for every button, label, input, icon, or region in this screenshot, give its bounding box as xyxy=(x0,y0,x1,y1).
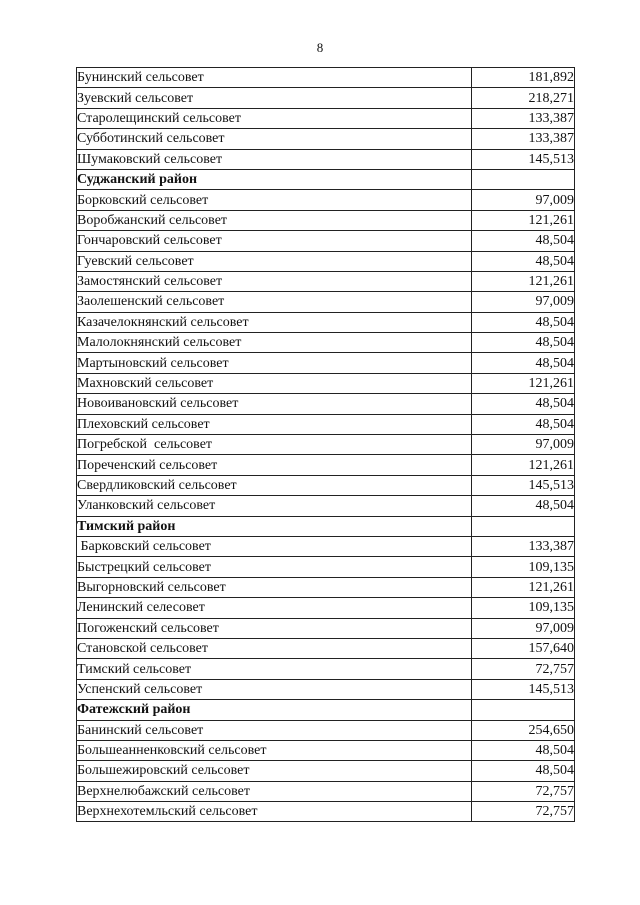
allocation-value: 48,504 xyxy=(472,496,575,516)
table-row xyxy=(77,455,575,475)
allocation-value: 121,261 xyxy=(472,271,575,291)
district-header-row xyxy=(77,516,575,536)
allocation-value: 48,504 xyxy=(472,394,575,414)
settlement-name: Борковский сельсовет xyxy=(77,190,472,210)
allocation-value xyxy=(472,516,575,536)
settlement-name: Казачелокнянский сельсовет xyxy=(77,312,472,332)
table-row xyxy=(77,414,575,434)
allocation-value: 133,387 xyxy=(472,536,575,556)
allocation-value: 133,387 xyxy=(472,108,575,128)
table-row xyxy=(77,557,575,577)
settlement-name: Погребской сельсовет xyxy=(77,435,472,455)
allocation-value xyxy=(472,169,575,189)
allocation-value: 48,504 xyxy=(472,414,575,434)
settlement-name: Старолещинский сельсовет xyxy=(77,108,472,128)
settlement-name: Банинский сельсовет xyxy=(77,720,472,740)
table-row xyxy=(77,435,575,455)
allocation-value: 157,640 xyxy=(472,638,575,658)
allocation-value: 254,650 xyxy=(472,720,575,740)
table-row xyxy=(77,598,575,618)
table-row xyxy=(77,373,575,393)
table-row xyxy=(77,659,575,679)
allocation-value: 48,504 xyxy=(472,333,575,353)
allocation-value: 133,387 xyxy=(472,129,575,149)
allocation-value: 109,135 xyxy=(472,598,575,618)
table-row xyxy=(77,312,575,332)
allocation-value: 48,504 xyxy=(472,251,575,271)
table-row xyxy=(77,781,575,801)
table-row xyxy=(77,251,575,271)
settlement-name: Большежировский сельсовет xyxy=(77,761,472,781)
settlement-name: Плеховский сельсовет xyxy=(77,414,472,434)
settlement-name: Гончаровский сельсовет xyxy=(77,231,472,251)
settlement-name: Успенский сельсовет xyxy=(77,679,472,699)
allocation-value: 145,513 xyxy=(472,475,575,495)
allocation-value: 181,892 xyxy=(472,68,575,88)
table-row xyxy=(77,210,575,230)
table-row xyxy=(77,761,575,781)
table-row xyxy=(77,231,575,251)
settlement-name: Заолешенский сельсовет xyxy=(77,292,472,312)
table-row xyxy=(77,68,575,88)
settlement-name: Погоженский сельсовет xyxy=(77,618,472,638)
settlement-name: Верхнехотемльский сельсовет xyxy=(77,802,472,822)
district-header-row xyxy=(77,169,575,189)
table-row xyxy=(77,679,575,699)
table-row xyxy=(77,129,575,149)
settlement-name: Бунинский сельсовет xyxy=(77,68,472,88)
district-name: Тимский район xyxy=(77,516,472,536)
table-row xyxy=(77,720,575,740)
allocation-value: 121,261 xyxy=(472,455,575,475)
district-name: Суджанский район xyxy=(77,169,472,189)
table-row xyxy=(77,475,575,495)
settlement-name: Махновский сельсовет xyxy=(77,373,472,393)
table-row xyxy=(77,88,575,108)
allocation-value: 48,504 xyxy=(472,353,575,373)
settlement-name: Быстрецкий сельсовет xyxy=(77,557,472,577)
settlement-name: Становской сельсовет xyxy=(77,638,472,658)
settlement-name: Гуевский сельсовет xyxy=(77,251,472,271)
settlement-name: Зуевский сельсовет xyxy=(77,88,472,108)
table-row xyxy=(77,149,575,169)
allocation-value: 145,513 xyxy=(472,149,575,169)
table-row xyxy=(77,536,575,556)
allocation-value: 97,009 xyxy=(472,190,575,210)
table-row xyxy=(77,333,575,353)
settlement-name: Свердликовский сельсовет xyxy=(77,475,472,495)
table-row xyxy=(77,353,575,373)
table-row xyxy=(77,292,575,312)
settlement-name: Малолокнянский сельсовет xyxy=(77,333,472,353)
table-body xyxy=(77,68,575,822)
settlement-name: Ленинский селесовет xyxy=(77,598,472,618)
allocation-value: 145,513 xyxy=(472,679,575,699)
table-row xyxy=(77,618,575,638)
table-row xyxy=(77,577,575,597)
district-header-row xyxy=(77,700,575,720)
allocation-value: 97,009 xyxy=(472,618,575,638)
allocation-value: 72,757 xyxy=(472,802,575,822)
allocation-value: 121,261 xyxy=(472,373,575,393)
allocation-value: 97,009 xyxy=(472,435,575,455)
allocation-value: 121,261 xyxy=(472,210,575,230)
settlement-name: Воробжанский сельсовет xyxy=(77,210,472,230)
allocation-value: 48,504 xyxy=(472,761,575,781)
allocation-value: 48,504 xyxy=(472,231,575,251)
table-row xyxy=(77,394,575,414)
allocation-value: 72,757 xyxy=(472,781,575,801)
table-row xyxy=(77,802,575,822)
settlement-name: Замостянский сельсовет xyxy=(77,271,472,291)
table-row xyxy=(77,638,575,658)
allocation-value: 121,261 xyxy=(472,577,575,597)
settlement-name: Шумаковский сельсовет xyxy=(77,149,472,169)
table-row xyxy=(77,190,575,210)
table-row xyxy=(77,271,575,291)
allocation-value: 97,009 xyxy=(472,292,575,312)
allocation-value: 218,271 xyxy=(472,88,575,108)
allocation-value: 48,504 xyxy=(472,740,575,760)
allocation-table xyxy=(76,67,575,822)
settlement-name: Тимский сельсовет xyxy=(77,659,472,679)
table-row xyxy=(77,108,575,128)
settlement-name: Мартыновский сельсовет xyxy=(77,353,472,373)
allocation-value xyxy=(472,700,575,720)
page-number: 8 xyxy=(316,40,324,55)
allocation-value: 109,135 xyxy=(472,557,575,577)
table-row xyxy=(77,740,575,760)
settlement-name: Новоивановский сельсовет xyxy=(77,394,472,414)
settlement-name: Большеанненковский сельсовет xyxy=(77,740,472,760)
settlement-name: Пореченский сельсовет xyxy=(77,455,472,475)
settlement-name: Верхнелюбажский сельсовет xyxy=(77,781,472,801)
allocation-value: 48,504 xyxy=(472,312,575,332)
settlement-name: Уланковский сельсовет xyxy=(77,496,472,516)
district-name: Фатежский район xyxy=(77,700,472,720)
allocation-value: 72,757 xyxy=(472,659,575,679)
settlement-name: Субботинский сельсовет xyxy=(77,129,472,149)
settlement-name: Барковский сельсовет xyxy=(77,536,472,556)
table-row xyxy=(77,496,575,516)
settlement-name: Выгорновский сельсовет xyxy=(77,577,472,597)
